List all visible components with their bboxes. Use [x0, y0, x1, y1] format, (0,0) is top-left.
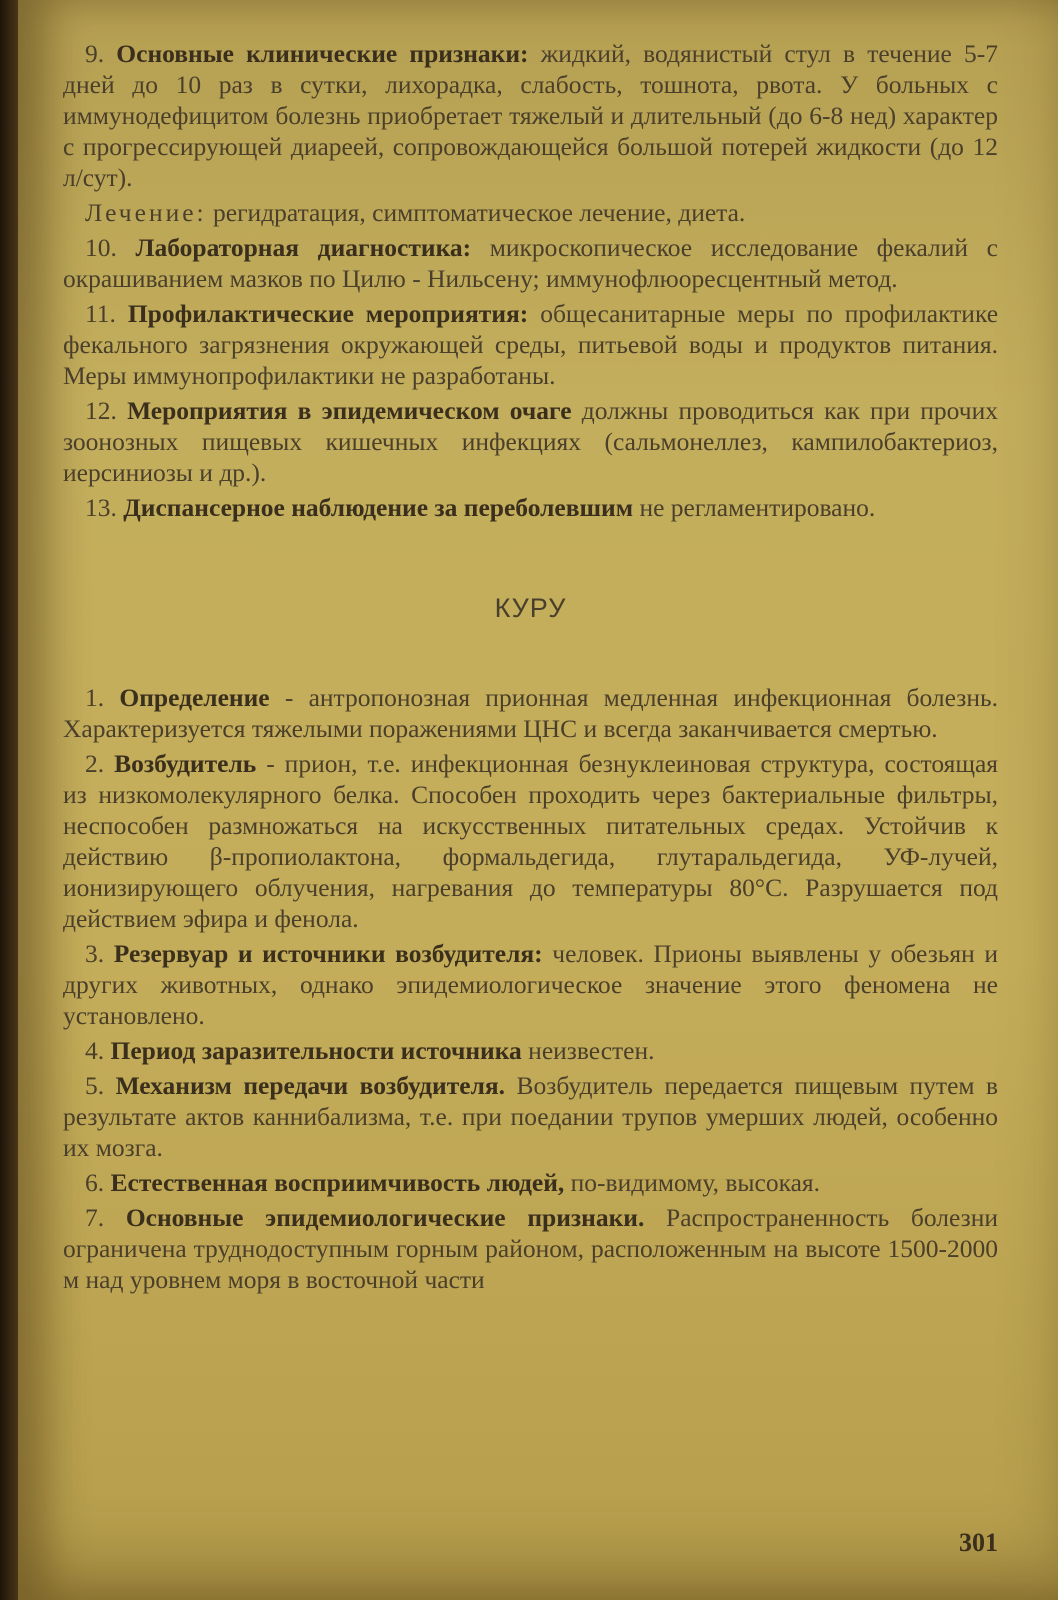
page-text	[63, 38, 998, 1299]
book-spine	[0, 0, 18, 1600]
item-body: должны проводиться как при прочих зоонозных пищевых кишечных инфекциях (сальмонеллез, кампилобактериоз, иерсиниозы и др.).	[63, 396, 998, 487]
item-number: 11.	[85, 299, 116, 328]
item-heading: Механизм передачи возбудителя.	[115, 1071, 506, 1100]
item-number: 12.	[85, 396, 117, 425]
paragraph	[63, 197, 998, 228]
paragraph	[63, 232, 998, 294]
item-body: общесанитарные меры по профилактике фекального загрязнения окружающей среды, питьевой воды и продуктов питания. Меры иммунопрофилактики не разработаны.	[63, 299, 999, 390]
item-number: 13.	[85, 493, 117, 522]
paragraph	[63, 938, 998, 1031]
item-body: - антропонозная прионная медленная инфекционная болезнь. Характеризуется тяжелыми поражениями ЦНС и всегда заканчивается смертью.	[63, 683, 999, 743]
section-title: КУРУ	[494, 593, 567, 623]
item-heading: Профилактические мероприятия:	[127, 299, 529, 328]
item-body: Возбудитель передается пищевым путем в результате актов каннибализма, т.е. при поедании трупов умерших людей, особенно их мозга.	[63, 1071, 998, 1162]
item-heading: Определение	[119, 683, 270, 712]
book-page	[18, 0, 1058, 1600]
paragraph	[63, 682, 998, 744]
item-heading: Мероприятия в эпидемическом очаге	[127, 396, 572, 425]
item-heading: Лабораторная диагностика:	[135, 233, 472, 262]
item-number: 9.	[85, 39, 105, 68]
item-number: 7.	[85, 1203, 105, 1232]
item-number: 10.	[85, 233, 117, 262]
item-body: неизвестен.	[521, 1036, 655, 1065]
item-heading: Возбудитель	[114, 749, 257, 778]
paragraph	[63, 298, 998, 391]
item-body: жидкий, водянистый стул в течение 5-7 дней до 10 раз в сутки, лихорадка, слабость, тошнота, рвота. У больных с иммунодефицитом болезнь приобретает тяжелый и длительный (до 6-8 нед) характер с прогрессирующей диареей, сопровождающейся большой потерей жидкости (до 12 л/сут).	[63, 39, 998, 192]
item-body: - прион, т.е. инфекционная безнуклеиновая структура, состоящая из низкомолекулярного белка. Способен проходить через бактериальные фильтры, неспособен размножаться на искусственных питательных средах. Устойчив к действию β-пропиолактона, формальдегида, глутаральдегида, УФ-лучей, ионизирующего облучения, нагревания до температуры 80°С. Разрушается под действием эфира и фенола.	[63, 749, 998, 933]
paragraph	[63, 395, 998, 488]
page-number: 301	[959, 1528, 998, 1557]
paragraph	[63, 1070, 998, 1163]
item-body: человек. Прионы выявлены у обезьян и других животных, однако эпидемиологическое значение этого феномена не установлено.	[63, 939, 998, 1030]
item-number: 4.	[85, 1036, 105, 1065]
item-heading: Основные клинические признаки:	[116, 39, 529, 68]
item-number: 3.	[85, 939, 105, 968]
upper-section	[63, 38, 998, 523]
item-heading: Период заразительности источника	[110, 1036, 522, 1065]
kuru-section	[63, 682, 998, 1295]
item-number: 5.	[85, 1071, 105, 1100]
paragraph	[63, 492, 998, 523]
paragraph	[63, 1035, 998, 1066]
item-heading: Лечение:	[85, 198, 207, 227]
paragraph	[63, 1167, 998, 1198]
item-body: по-видимому, высокая.	[564, 1168, 820, 1197]
paragraph	[63, 748, 998, 934]
item-body: Распространенность болезни ограничена труднодоступным горным районом, расположенным на высоте 1500-2000 м над уровнем моря в восточной части	[63, 1203, 999, 1294]
item-body: регидратация, симптоматическое лечение, диета.	[206, 198, 746, 227]
item-heading: Естественная восприимчивость людей,	[110, 1168, 565, 1197]
item-number: 2.	[85, 749, 105, 778]
paragraph	[63, 38, 998, 193]
item-body: микроскопическое исследование фекалий с окрашиванием мазков по Цилю - Нильсену; иммунофлюоресцентный метод.	[63, 233, 999, 293]
item-heading: Диспансерное наблюдение за переболевшим	[123, 493, 634, 522]
item-heading: Основные эпидемиологические признаки.	[125, 1203, 645, 1232]
item-number: 1.	[85, 683, 105, 712]
paragraph	[63, 1202, 998, 1295]
item-body: не регламентировано.	[633, 493, 876, 522]
item-number: 6.	[85, 1168, 105, 1197]
item-heading: Резервуар и источники возбудителя:	[113, 939, 543, 968]
